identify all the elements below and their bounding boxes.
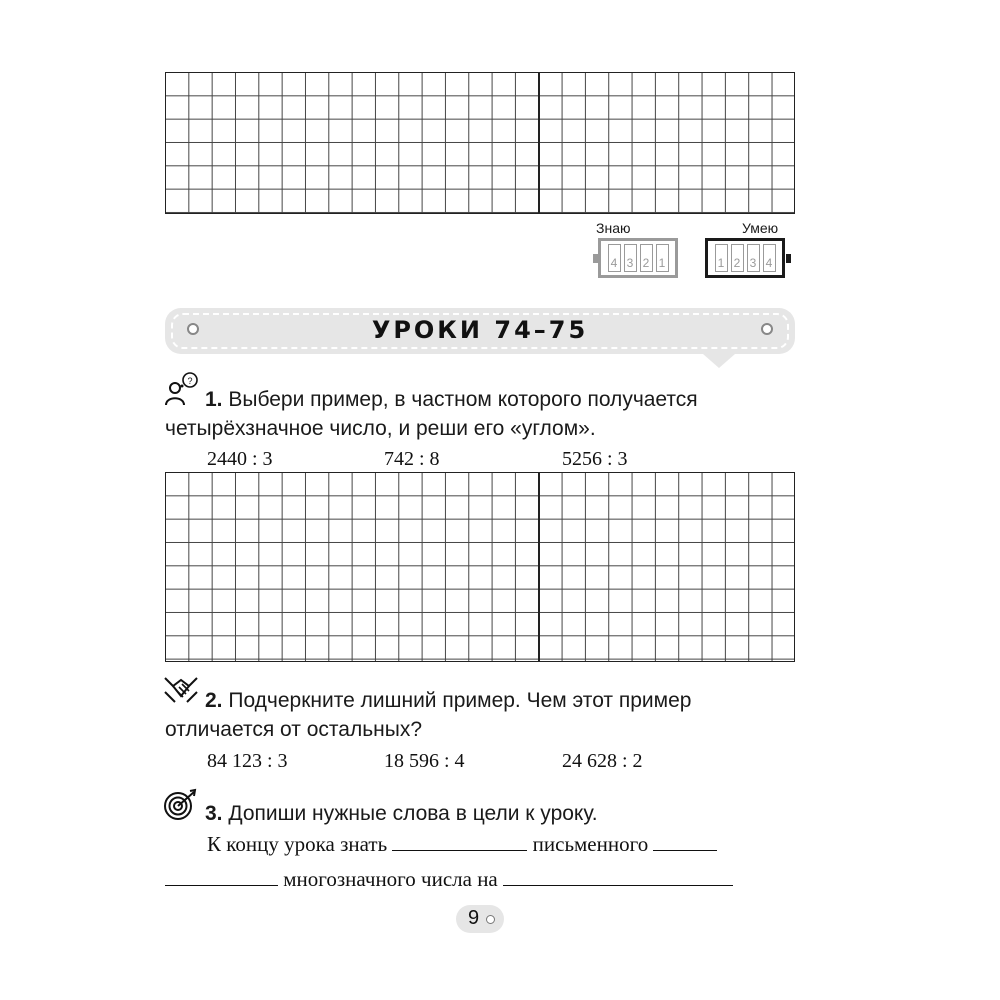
task3-text [165,799,805,828]
blank-field[interactable] [503,884,733,886]
can-level-cell[interactable]: 4 [763,244,776,272]
grid-divider [538,73,540,213]
know-battery[interactable] [598,238,678,278]
top-answer-grid[interactable] [165,72,795,214]
blank-field[interactable] [165,884,278,886]
know-level-cell[interactable]: 4 [608,244,621,272]
task1-instruction: Выбери пример, в частном которого получается четырёхзначное число, и реши его «углом». [165,388,698,440]
task2-text [165,686,805,744]
know-level-cell[interactable]: 3 [624,244,637,272]
task3-line1-start: К концу урока знать [207,832,388,856]
can-level-cell[interactable]: 2 [731,244,744,272]
task2-number: 2. [205,689,223,712]
task1-expression: 742 : 8 [384,448,440,470]
task1-expression: 5256 : 3 [562,448,628,470]
task1-expression: 2440 : 3 [207,448,273,470]
know-level-cell[interactable]: 1 [656,244,669,272]
lesson-title: УРОКИ 74–75 [371,316,589,344]
task1-text [165,385,805,443]
task3-number: 3. [205,802,223,825]
can-level-cell[interactable]: 3 [747,244,760,272]
task2-instruction: Подчеркните лишний пример. Чем этот пример отличается от остальных? [165,689,692,741]
can-label: Умею [742,220,779,236]
task3-instruction: Допиши нужные слова в цели к уроку. [228,802,598,825]
know-level-cell[interactable]: 2 [640,244,653,272]
lesson-banner [165,308,795,354]
task2-expression[interactable]: 84 123 : 3 [207,750,288,772]
task3-line2-mid: многозначного числа на [283,867,498,891]
task1-number: 1. [205,388,223,411]
know-label: Знаю [596,220,631,236]
task3-line2 [165,867,733,892]
task3-line1-mid: письменного [532,832,649,856]
banner-tail [703,354,735,368]
can-battery[interactable] [705,238,785,278]
can-level-cell[interactable]: 1 [715,244,728,272]
page-number-dot [486,915,495,924]
blank-field[interactable] [392,849,527,851]
task1-answer-grid[interactable] [165,472,795,662]
blank-field[interactable] [653,849,717,851]
task2-expression[interactable]: 24 628 : 2 [562,750,643,772]
page-number: 9 [468,907,480,929]
task2-expression[interactable]: 18 596 : 4 [384,750,465,772]
task3-line1 [207,832,717,857]
page-number-pill [456,905,504,933]
grid-divider [538,473,540,661]
svg-text:?: ? [187,376,193,386]
